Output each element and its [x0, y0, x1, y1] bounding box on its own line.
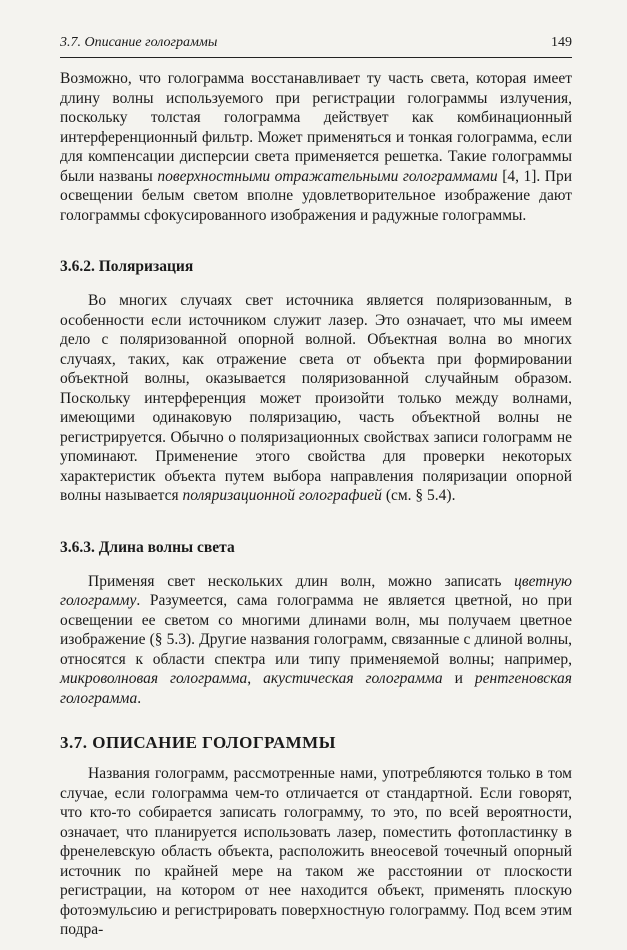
text-run: Во многих случаях свет источника является поляризованным, в особенности если источником служит лазер. Это означает, что мы имеем дело с поляризованной опорной волной. Объектная волна во многих случаях, таких, как отражение света от объекта при формировании объектной волны, оказывается поляризованной случайным образом. Поскольку интерференция может произойти только между волнами, имеющими одинаковую поляризацию, часть объектной волны не регистрируется. Обычно о поляризационных свойствах записи голограмм не упоминают. Применение этого свойства для проверки некоторых характеристик объекта путем выбора направления поляризации опорной волны называется: [60, 292, 572, 504]
text-run: (см. § 5.4).: [381, 487, 456, 504]
text-run: Названия голограмм, рассмотренные нами, употребляются только в том случае, если голограмма чем-то отличается от стандартной. Если говорят, что кто-то собирается записать голограмму, то это, по всей вероятности, означает, что планируется использовать лазер, поместить фотопластинку в френелевскую область объекта, расположить внеосевой точечный опорный источник по крайней мере на таком же расстоянии от плоскости регистрации, на котором от нее находится объект, применять плоскую фотоэмульсию и регистрировать поверхностную голограмму. Под всем этим подра-: [60, 765, 572, 938]
paragraph-continuation: [60, 69, 572, 225]
text-run: Возможно, что голограмма восстанавливает ту часть света, которая имеет длину волны используемого при регистрации голограммы излучения, поскольку толстая голограмма действует как комбинационный интерференционный фильтр. Может применяться и тонкая голограмма, если для компенсации дисперсии света применяется решетка. Такие голограммы были названы: [60, 70, 572, 185]
term-microwave-hologram: микроволновая голограмма: [60, 670, 248, 687]
term-xray-hologram: рентгеновская голограмма: [60, 670, 573, 707]
term-polarization-holography: поляризационной голографией: [182, 487, 382, 504]
page-number: 149: [551, 35, 572, 50]
subsection-heading-wavelength: 3.6.3. Длина волны света: [60, 538, 235, 556]
subsection-heading-polarization: 3.6.2. Поляризация: [60, 258, 194, 275]
running-head-title: 3.7. Описание голограммы: [60, 35, 218, 50]
text-run: Применяя свет нескольких длин волн, можно записать: [88, 572, 515, 590]
term-acoustic-hologram: акустическая голограмма: [263, 670, 443, 687]
term-color-hologram: цветную голограмму: [60, 572, 572, 609]
page-content: [60, 69, 572, 940]
paragraph-wavelength: [60, 572, 572, 709]
text-run: и: [442, 670, 475, 687]
paragraph-polarization: [60, 291, 572, 506]
paragraph-hologram-description: [60, 764, 572, 940]
running-head: [60, 34, 572, 58]
text-run: ,: [247, 670, 264, 687]
term-surface-reflection-holograms: поверхностными отражательными голограммами: [157, 167, 498, 185]
text-run: [4, 1]. При освещении белым светом вполне удовлетворительное изображение дают голограммы сфокусированного изображения и радужные голограммы.: [60, 167, 572, 224]
text-run: . Разумеется, сама голограмма не является цветной, но при освещении ее светом со многими длинами волн, мы получаем цветное изображение (§ 5.3). Другие названия голограмм, связанные с длиной волны, относятся к области спектра или типу применяемой волны; например,: [60, 592, 572, 668]
section-heading-hologram-description: 3.7. ОПИСАНИЕ ГОЛОГРАММЫ: [60, 733, 336, 752]
text-run: .: [137, 689, 142, 707]
